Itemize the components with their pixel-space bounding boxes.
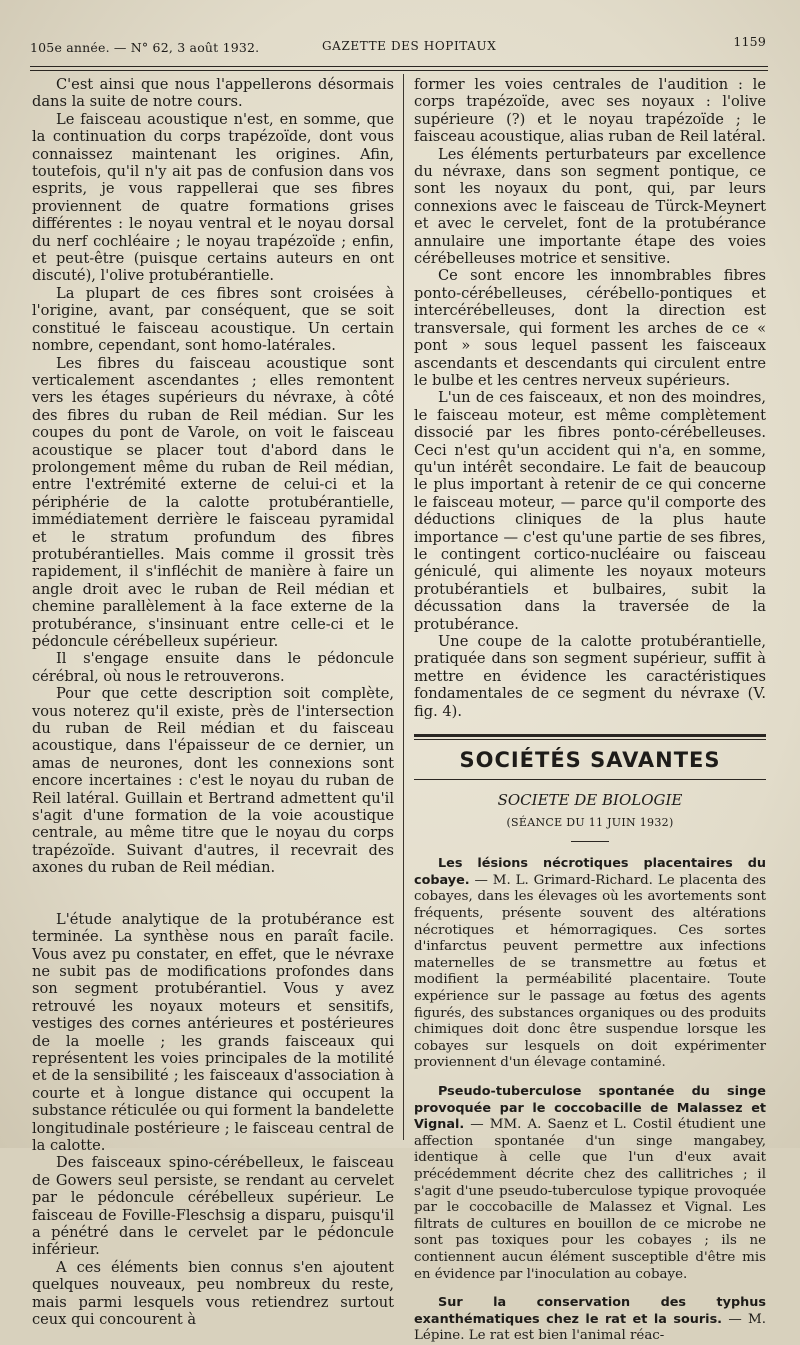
paragraph: Le faisceau acoustique n'est, en somme, que la continuation du corps trapézoïde, dont vous connaissez maintenant les origines. Afin, toutefois, qu'il n'y ait pas de confusion dans vos esprits, je vous rappellerai que ses fibres proviennent de quatre formations grises différentes : le noyau ventral et le noyau dorsal du nerf cochléaire ; le noyau trapézoïde ; enfin, et peut-être (puisque certains auteurs en ont discuté), l'olive protubérantielle. <box>32 110 394 285</box>
communication-text: — MM. A. Saenz et L. Costil étudient une affection spontanée d'un singe mangabey, identique à celle que l'un d'eux avait précédemment décrite chez des callitriches ; il s'agit d'une pseudo-tuberculose typique provoquée par le coccobacille de Malassez et Vignal. Les filtrats de cultures en bouillon de ce microbe ne sont pas toxiques pour les cobayes ; ils ne contiennent aucun élément susceptible d'être mis en évidence par l'inoculation au cobaye. <box>414 1117 766 1282</box>
paragraph: Ce sont encore les innombrables fibres ponto-cérébelleuses, cérébello-pontiques et intercérébelleuses, dont la direction est transversale, qui forment les arches de ce « pont » sous lequel passent les faisceaux ascendants et descendants qui circulent entre le bulbe et les centres nerveux supérieurs. <box>414 267 766 389</box>
paragraph: L'étude analytique de la protubérance est terminée. La synthèse nous en paraît facile. Vous avez pu constater, en effet, que le névraxe ne subit pas de modifications profondes dans son segment protubérantiel. Vous y avez retrouvé les noyaux moteurs et sensitifs, vestiges des cornes antérieures et postérieures de la moelle ; les grands faisceaux qui représentent les voies principales de la motilité et de la sensibilité ; les faisceaux d'association à courte et à longue distance qui occupent la substance réticulée ou qui forment la bandelette longitudinale postérieure ; le faisceau central de la calotte. <box>32 910 394 1154</box>
paragraph: Une coupe de la calotte protubérantielle, pratiquée dans son segment supérieur, suffit à mettre en évidence les caractéristiques fondamentales de ce segment du névraxe (V. fig. 4). <box>414 633 766 720</box>
communication-title: Les lésions nécrotiques placentaires du cobaye. <box>414 856 766 888</box>
session-date: (SÉANCE DU 11 JUIN 1932) <box>506 815 674 829</box>
right-column <box>414 76 766 1345</box>
paragraph: Il s'engage ensuite dans le pédoncule cérébral, où nous le retrouverons. <box>32 650 394 685</box>
communication <box>414 1295 766 1345</box>
left-column <box>32 76 394 1328</box>
column-divider <box>403 74 404 1140</box>
section-gap <box>32 877 394 911</box>
paragraph: La plupart de ces fibres sont croisées à l'origine, avant, par conséquent, que se soit constitué le faisceau acoustique. Un certain nombre, cependant, sont homo-latérales. <box>32 284 394 355</box>
issue-info: 105e année. — N° 62, 3 août 1932. <box>30 40 260 55</box>
communication-title: Pseudo-tuberculose spontanée du singe provoquée par le coccobacille de Malassez et Vignal. <box>414 1083 766 1133</box>
section-rule-thin <box>414 739 766 740</box>
paragraph: L'un de ces faisceaux, et non des moindres, le faisceau moteur, est même complètement dissocié par les fibres ponto-cérébelleuses. Ceci n'est qu'un accident qui n'a, en somme, qu'un intérêt secondaire. Le fait de beaucoup le plus important à retenir de ce qui concerne le faisceau moteur, — parce qu'il comporte des déductions cliniques de la plus haute importance — c'est qu'une partie de ses fibres, le contingent cortico-nucléaire ou faisceau géniculé, qui alimente les noyaux moteurs protubérantiels et bulbaires, subit la décussation dans la traversée de la protubérance. <box>414 389 766 633</box>
paragraph: C'est ainsi que nous l'appellerons désormais dans la suite de notre cours. <box>32 76 394 111</box>
communication <box>414 856 766 1072</box>
header-rule-thin <box>30 70 768 71</box>
communication-title: Sur la conservation des typhus exanthématiques chez le rat et la souris. <box>414 1295 766 1327</box>
page-number: 1159 <box>733 34 766 49</box>
paragraph: A ces éléments bien connus s'en ajoutent quelques nouveaux, peu nombreux du reste, mais parmi lesquels vous retiendrez surtout ceux qui concourent à <box>32 1258 394 1329</box>
paragraph: Les éléments perturbateurs par excellence du névraxe, dans son segment pontique, ce sont les noyaux du pont, qui, par leurs connexions avec le faisceau de Türck-Meynert et avec le cervelet, font de la protubérance annulaire une importante étape des voies cérébelleuses motrice et sensitive. <box>414 145 766 268</box>
section-title-rule <box>414 779 766 780</box>
paragraph: Les fibres du faisceau acoustique sont verticalement ascendantes ; elles remontent vers les étages supérieurs du névraxe, à côté des fibres du ruban de Reil médian. Sur les coupes du pont de Varole, on voit le faisceau acoustique se placer tout d'abord dans le prolongement même du ruban de Reil médian, entre l'extrémité externe de celui-ci et la périphérie de la calotte protubérantielle, immédiatement derrière le faisceau pyramidal et le stratum profundum des fibres protubérantielles. Mais comme il grossit très rapidement, il s'infléchit de manière à faire un angle droit avec le ruban de Reil médian et chemine parallèlement à la face externe de la protubérance, s'insinuant entre celle-ci et le pédoncule cérébelleux supérieur. <box>32 354 394 650</box>
communication-text: — M. L. Grimard-Richard. Le placenta des cobayes, dans les élevages où les avortements sont fréquents, présente souvent des altérations nécrotiques et hémorragiques. Ces sortes d'infarctus peuvent permettre aux infections maternelles de se transmettre au fœtus et modifient la perméabilité placentaire. Toute expérience sur le passage au fœtus des agents figurés, des substances organiques ou des produits chimiques doit donc être suspendue lorsque les cobayes sur lesquels on doit expérimenter proviennent d'un élevage contaminé. <box>414 872 766 1071</box>
section-rule <box>414 734 766 737</box>
journal-title: GAZETTE DES HOPITAUX <box>322 39 497 53</box>
section-title: SOCIÉTÉS SAVANTES <box>459 748 721 773</box>
short-divider <box>571 841 609 842</box>
page-header <box>30 34 766 62</box>
paragraph: Des faisceaux spino-cérébelleux, le faisceau de Gowers seul persiste, se rendant au cervelet par le pédoncule cérébelleux supérieur. Le faisceau de Foville-Fleschsig a disparu, puisqu'il a pénétré dans le cervelet par le pédoncule inférieur. <box>32 1154 394 1259</box>
paragraph: Pour que cette description soit complète, vous noterez qu'il existe, près de l'intersection du ruban de Reil médian et du faisceau acoustique, dans l'épaisseur de ce dernier, un amas de neurones, dont les connexions sont encore incertaines : c'est le noyau du ruban de Reil latéral. Guillain et Bertrand admettent qu'il s'agit d'une formation de la voie acoustique centrale, au même titre que le noyau du corps trapézoïde. Suivant d'autres, il recevrait des axones du ruban de Reil médian. <box>32 685 394 877</box>
communication <box>414 1084 766 1283</box>
communication-text: — M. Lépine. Le rat est bien l'animal réac- <box>414 1311 766 1344</box>
header-rule <box>30 66 768 67</box>
paragraph: former les voies centrales de l'audition : le corps trapézoïde, avec ses noyaux : l'olive supérieure (?) et le noyau trapézoïde ; le faisceau acoustique, alias ruban de Reil latéral. <box>414 76 766 146</box>
society-name: SOCIETE DE BIOLOGIE <box>497 791 683 810</box>
